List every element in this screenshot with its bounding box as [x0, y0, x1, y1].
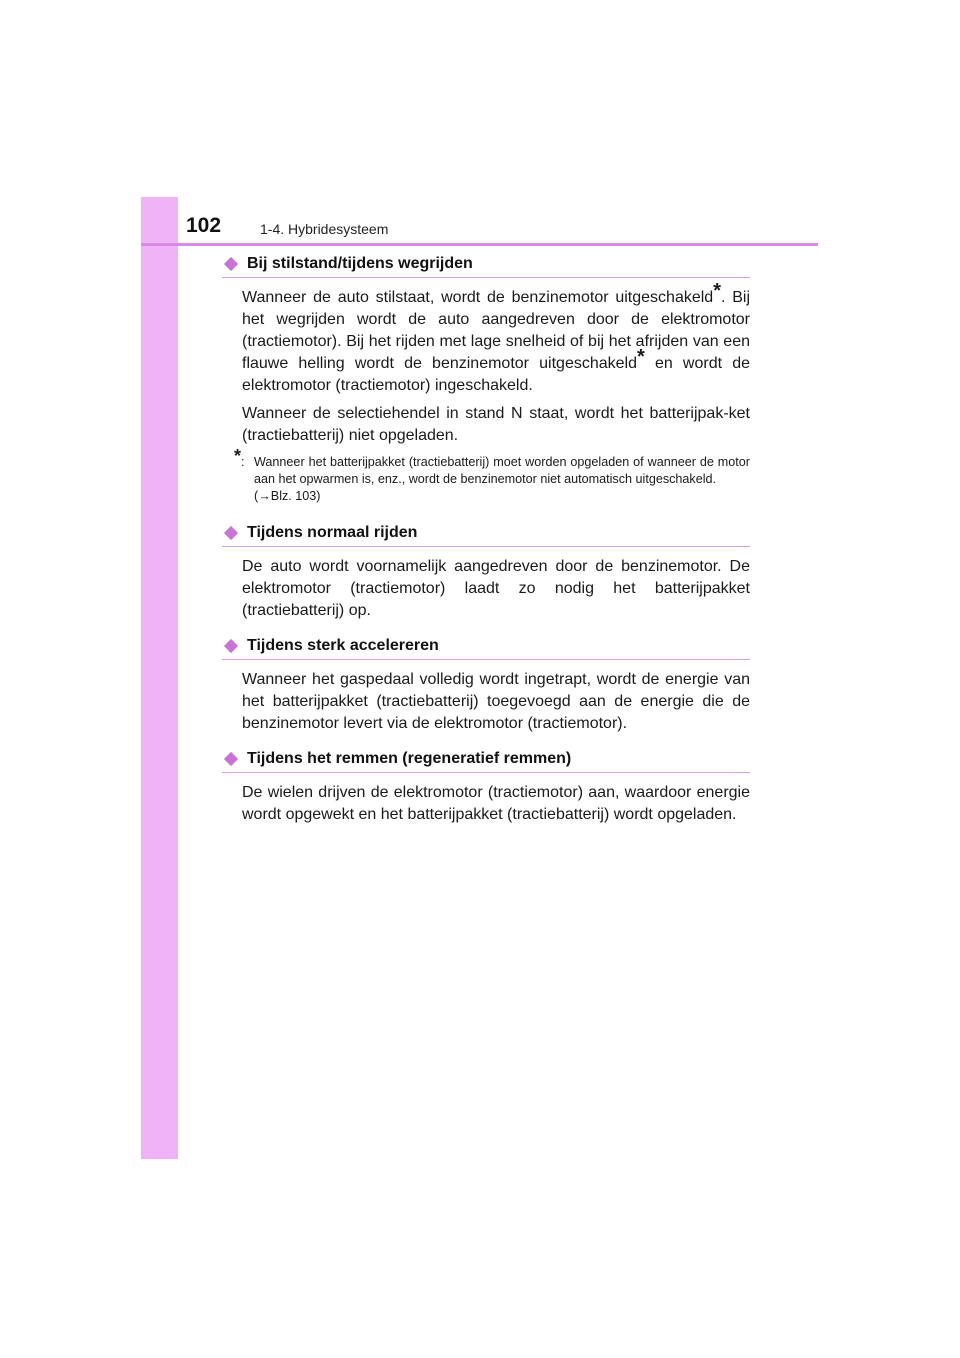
section-title: Tijdens normaal rijden [247, 523, 418, 541]
asterisk-mark: * [234, 446, 242, 466]
section-strong-acceleration [222, 632, 750, 735]
chapter-sidebar-tab [141, 197, 178, 1159]
section-heading [222, 519, 750, 547]
footnote-marker [234, 446, 245, 471]
asterisk-mark: * [713, 280, 721, 302]
footnote [234, 446, 750, 505]
section-title: Tijdens het remmen (regeneratief remmen) [247, 749, 572, 767]
header-rule [141, 243, 818, 246]
diamond-bullet-icon [224, 638, 238, 652]
paragraph: De auto wordt voornamelijk aangedreven door de benzinemotor. De elektromotor (tractiemotor) laadt zo nodig het batterijpakket (tractiebatterij) op. [242, 558, 750, 619]
section-standstill [222, 250, 750, 505]
section-heading [222, 745, 750, 773]
section-regenerative-braking [222, 745, 750, 826]
section-title: Tijdens sterk accelereren [247, 636, 439, 654]
section-label: 1-4. Hybridesysteem [260, 221, 389, 237]
paragraph: De wielen drijven de elektromotor (tractiemotor) aan, waardoor energie wordt opgewekt en het batterijpakket (tractiebatterij) wordt opgeladen. [242, 784, 750, 823]
footnote-text: Wanneer het batterijpakket (tractiebatterij) moet worden opgeladen of wanneer de motor aan het opwarmen is, enz., wordt de benzinemotor niet automatisch uitgeschakeld. [254, 455, 750, 486]
page-reference-link[interactable]: (→Blz. 103) [254, 489, 321, 503]
page-number: 102 [186, 214, 222, 237]
text-run: en wordt de elektromotor (tractiemotor) ingeschakeld. [242, 355, 750, 394]
section-normal-driving [222, 519, 750, 622]
paragraph: Wanneer het gaspedaal volledig wordt ingetrapt, wordt de energie van het batterijpakket (tractiebatterij) toegevoegd aan de energie die de benzinemotor levert via de elektromotor (tractiemotor). [242, 671, 750, 732]
section-heading [222, 250, 750, 278]
diamond-bullet-icon [224, 256, 238, 270]
page-content [222, 250, 750, 826]
diamond-bullet-icon [224, 525, 238, 539]
paragraph: Wanneer de selectiehendel in stand N staat, wordt het batterijpak-ket (tractiebatterij) niet opgeladen. [242, 405, 750, 444]
text-run: Wanneer de auto stilstaat, wordt de benzinemotor uitgeschakeld [242, 289, 714, 306]
section-title: Bij stilstand/tijdens wegrijden [247, 254, 473, 272]
text-run: . Bij het wegrijden wordt de auto aangedreven door de elektromotor (tractiemotor). Bij het rijden met lage snelheid of bij het afrijden van een flauwe helling wordt de benzinemotor uitgeschakeld [242, 289, 750, 372]
footnote-colon: : [241, 455, 245, 469]
paragraph [242, 278, 750, 397]
asterisk-mark: * [637, 346, 645, 368]
diamond-bullet-icon [224, 751, 238, 765]
section-heading [222, 632, 750, 660]
